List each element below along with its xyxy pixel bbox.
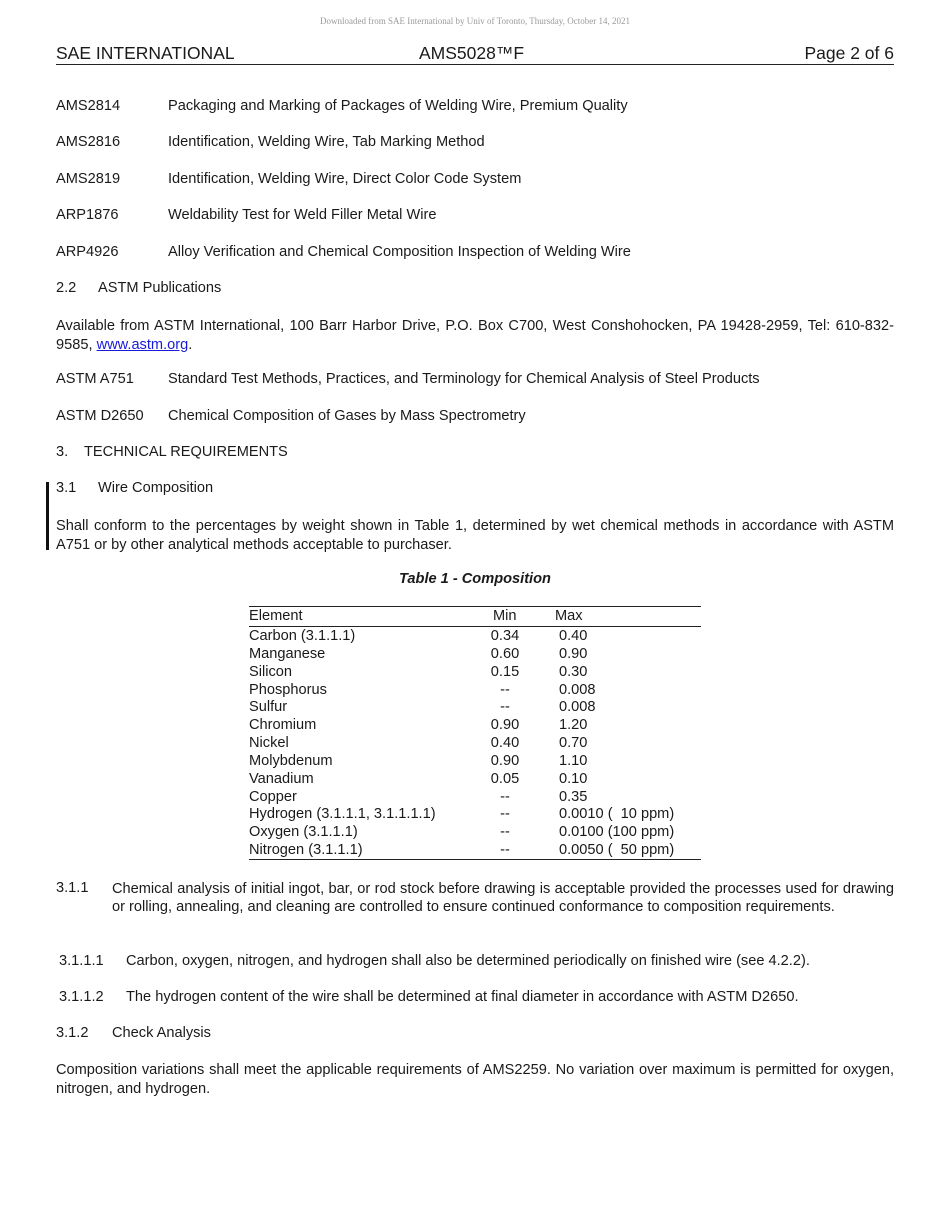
cell-min: -- xyxy=(500,681,510,698)
cell-element: Sulfur xyxy=(249,699,288,716)
cell-max: 0.0010 ( 10 ppm) xyxy=(559,806,675,823)
header-element: Element xyxy=(249,608,303,624)
cell-min: 0.15 xyxy=(490,663,520,680)
cell-min: 0.60 xyxy=(490,645,520,662)
table-title: Table 1 - Composition xyxy=(399,571,551,587)
table-row xyxy=(249,663,701,681)
cell-element: Nitrogen (3.1.1.1) xyxy=(249,842,363,859)
table-row xyxy=(249,805,701,823)
check-analysis-paragraph: Composition variations shall meet the applicable requirements of AMS2259. No variation over maximum is permitted for oxygen, nitrogen, and hydrogen. xyxy=(56,1062,894,1097)
cell-max: 0.40 xyxy=(559,628,588,644)
cell-element: Silicon xyxy=(249,663,292,680)
ref-title: Chemical Composition of Gases by Mass Spectrometry xyxy=(168,408,526,424)
section-heading: ASTM Publications xyxy=(98,280,222,296)
ref-code: ARP1876 xyxy=(56,207,119,223)
table-row xyxy=(249,752,701,770)
cell-max: 0.0050 ( 50 ppm) xyxy=(559,842,675,859)
header-max: Max xyxy=(555,608,583,624)
section-number: 3.1 xyxy=(56,480,77,496)
section-body: The hydrogen content of the wire shall be determined at final diameter in accordance with ASTM D2650. xyxy=(126,989,799,1005)
astm-website-link[interactable]: www.astm.org xyxy=(96,336,189,353)
section-number: 3.1.1.1 xyxy=(59,953,104,969)
table-row xyxy=(249,681,701,699)
composition-table xyxy=(249,606,701,860)
download-watermark: Downloaded from SAE International by Univ of Toronto, Thursday, October 14, 2021 xyxy=(320,16,630,26)
cell-min: -- xyxy=(500,806,510,823)
section-body: Carbon, oxygen, nitrogen, and hydrogen shall also be determined periodically on finished wire (see 4.2.2). xyxy=(126,953,810,969)
revision-change-bar xyxy=(46,482,49,550)
cell-min: -- xyxy=(500,842,510,859)
astm-address-end: . xyxy=(188,336,193,353)
cell-max: 0.008 xyxy=(559,699,596,716)
ref-title: Identification, Welding Wire, Direct Color Code System xyxy=(168,171,522,187)
section-heading: TECHNICAL REQUIREMENTS xyxy=(84,444,288,460)
cell-min: 0.90 xyxy=(490,717,520,734)
ref-title: Standard Test Methods, Practices, and Terminology for Chemical Analysis of Steel Products xyxy=(168,371,760,387)
cell-element: Oxygen (3.1.1.1) xyxy=(249,824,358,841)
cell-element: Molybdenum xyxy=(249,752,333,769)
section-number: 3.1.2 xyxy=(56,1025,89,1041)
section-number: 3.1.1 xyxy=(56,880,89,896)
table-row xyxy=(249,734,701,752)
section-number: 3.1.1.2 xyxy=(59,989,104,1005)
cell-min: -- xyxy=(500,699,510,716)
header-min: Min xyxy=(493,608,517,624)
table-row xyxy=(249,788,701,806)
ref-title: Packaging and Marking of Packages of Welding Wire, Premium Quality xyxy=(168,98,628,114)
table-row xyxy=(249,770,701,788)
cell-max: 0.35 xyxy=(559,788,588,805)
ref-title: Identification, Welding Wire, Tab Marking Method xyxy=(168,134,485,150)
cell-min: 0.40 xyxy=(490,735,520,752)
cell-element: Manganese xyxy=(249,645,326,662)
header-org: SAE INTERNATIONAL xyxy=(56,43,235,63)
cell-max: 0.70 xyxy=(559,735,588,752)
cell-element: Copper xyxy=(249,788,297,805)
cell-element: Phosphorus xyxy=(249,681,327,698)
cell-element: Hydrogen (3.1.1.1, 3.1.1.1.1) xyxy=(249,806,436,823)
ref-code: ASTM A751 xyxy=(56,371,134,387)
cell-min: 0.05 xyxy=(490,770,520,787)
page-header xyxy=(56,44,894,65)
ref-title: Weldability Test for Weld Filler Metal Wire xyxy=(168,207,437,223)
cell-max: 0.90 xyxy=(559,645,588,662)
cell-min: 0.34 xyxy=(490,628,520,644)
table-row xyxy=(249,823,701,841)
section-body: Chemical analysis of initial ingot, bar, or rod stock before drawing is acceptable provided the processes used for drawing or rolling, annealing, and cleaning are controlled to ensure continued conformance to composition requirements. xyxy=(112,881,894,916)
ref-code: ARP4926 xyxy=(56,244,119,260)
table-row xyxy=(249,645,701,663)
cell-element: Vanadium xyxy=(249,770,314,787)
cell-element: Carbon (3.1.1.1) xyxy=(249,628,356,644)
cell-max: 0.30 xyxy=(559,663,588,680)
cell-min: 0.90 xyxy=(490,752,520,769)
table-row xyxy=(249,841,701,859)
cell-min: -- xyxy=(500,788,510,805)
ref-code: AMS2819 xyxy=(56,171,121,187)
astm-availability-paragraph xyxy=(56,317,894,354)
section-number: 3. xyxy=(56,444,69,460)
ref-title: Alloy Verification and Chemical Composition Inspection of Welding Wire xyxy=(168,244,631,260)
cell-max: 0.008 xyxy=(559,681,596,698)
cell-max: 0.0100 (100 ppm) xyxy=(559,824,675,841)
header-page-number: Page 2 of 6 xyxy=(804,43,894,63)
cell-max: 1.10 xyxy=(559,752,588,769)
section-heading: Wire Composition xyxy=(98,480,214,496)
cell-max: 0.10 xyxy=(559,770,588,787)
ref-code: ASTM D2650 xyxy=(56,408,144,424)
composition-paragraph: Shall conform to the percentages by weight shown in Table 1, determined by wet chemical methods in accordance with ASTM A751 or by other analytical methods acceptable to purchaser. xyxy=(56,518,894,553)
section-number: 2.2 xyxy=(56,280,77,296)
table-header-row xyxy=(249,607,701,627)
table-row xyxy=(249,627,701,645)
cell-element: Chromium xyxy=(249,717,317,734)
table-row xyxy=(249,698,701,716)
ref-code: AMS2814 xyxy=(56,98,121,114)
astm-address-text: Available from ASTM International, 100 Barr Harbor Drive, P.O. Box C700, West Conshohocken, PA 19428-2959, Tel: 610-832-9585, xyxy=(56,318,894,353)
header-doc-number: AMS5028™F xyxy=(419,43,525,63)
cell-element: Nickel xyxy=(249,735,289,752)
section-heading: Check Analysis xyxy=(112,1025,211,1041)
table-row xyxy=(249,716,701,734)
cell-min: -- xyxy=(500,824,510,841)
ref-code: AMS2816 xyxy=(56,134,121,150)
cell-max: 1.20 xyxy=(559,717,588,734)
